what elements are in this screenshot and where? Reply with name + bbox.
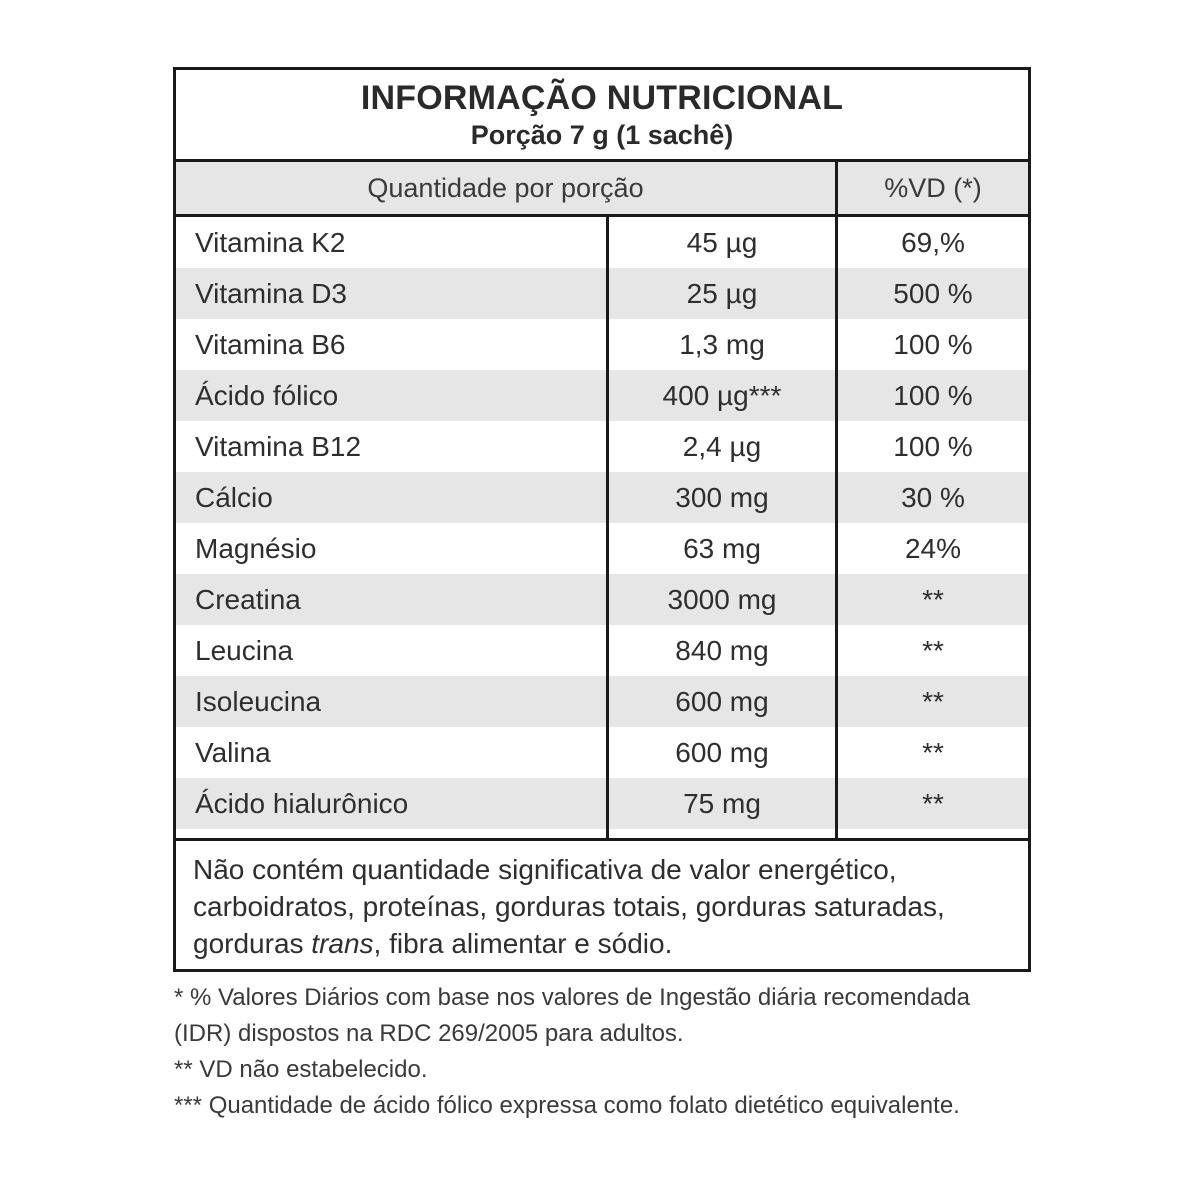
nutrient-amount: 45 µg [686, 227, 758, 258]
footnote-folic-acid: *** Quantidade de ácido fólico expressa como folato dietético equivalente. [174, 1092, 960, 1119]
table-row [176, 319, 1028, 370]
table-row [176, 676, 1028, 727]
nutrient-vd: ** [922, 788, 944, 819]
note-line: Não contém quantidade significativa de valor energético, [193, 854, 897, 885]
nutrient-amount: 300 mg [675, 482, 769, 513]
nutrient-amount: 600 mg [675, 737, 769, 768]
table-row [176, 472, 1028, 523]
nutrient-name: Vitamina B12 [195, 431, 362, 462]
table-row [176, 523, 1028, 574]
table-row [176, 268, 1028, 319]
footnote-vd-not-established: ** VD não estabelecido. [174, 1056, 428, 1083]
table-row [176, 727, 1028, 778]
note-line [193, 925, 1012, 962]
nutrient-name: Vitamina K2 [195, 227, 346, 258]
table-row [176, 625, 1028, 676]
nutrient-rows [176, 217, 1028, 829]
note-italic-trans: trans [311, 928, 374, 959]
nutrient-vd: 100 % [893, 431, 973, 462]
nutrient-amount: 75 mg [683, 788, 761, 819]
nutrient-name: Magnésio [195, 533, 317, 564]
note-text: , fibra alimentar e sódio. [373, 928, 673, 959]
nutrient-vd: ** [922, 737, 944, 768]
nutrient-name: Leucina [195, 635, 294, 666]
nutrition-facts-panel [173, 67, 1031, 972]
nutrient-name: Vitamina B6 [195, 329, 346, 360]
table-row [176, 778, 1028, 829]
table-row [176, 421, 1028, 472]
nutrient-vd: ** [922, 686, 944, 717]
nutrient-amount: 600 mg [675, 686, 769, 717]
nutrient-name: Cálcio [195, 482, 273, 513]
column-header-vd: %VD (*) [838, 162, 1028, 217]
title-block [176, 70, 1028, 162]
column-divider [606, 217, 609, 838]
nutrient-vd: 500 % [893, 278, 973, 309]
nutrient-name: Vitamina D3 [195, 278, 348, 309]
nutrient-amount: 3000 mg [667, 584, 777, 615]
nutrient-vd: 30 % [901, 482, 965, 513]
note-text: gorduras [193, 928, 312, 959]
table-row [176, 370, 1028, 421]
panel-title: INFORMAÇÃO NUTRICIONAL [360, 79, 844, 117]
footnotes [174, 980, 1034, 1124]
nutrient-name: Ácido hialurônico [195, 788, 409, 819]
column-header-quantity: Quantidade por porção [176, 162, 838, 217]
nutrient-amount: 63 mg [683, 533, 761, 564]
nutrient-vd: 100 % [893, 380, 973, 411]
nutrient-amount: 2,4 µg [682, 431, 762, 462]
footnote-vd-basis: * % Valores Diários com base nos valores de Ingestão diária recomendada [174, 984, 970, 1011]
nutrient-amount: 1,3 mg [679, 329, 765, 360]
nutrient-vd: 100 % [893, 329, 973, 360]
nutrient-vd: ** [922, 635, 944, 666]
footnote-vd-basis-cont: (IDR) dispostos na RDC 269/2005 para adultos. [174, 1020, 684, 1047]
table-row [176, 574, 1028, 625]
nutrient-amount: 840 mg [675, 635, 769, 666]
nutrient-amount: 400 µg*** [662, 380, 782, 411]
not-significant-note [176, 838, 1028, 969]
nutrient-name: Ácido fólico [195, 380, 339, 411]
nutrient-vd: 69,% [901, 227, 965, 258]
nutrient-vd: ** [922, 584, 944, 615]
serving-size: Porção 7 g (1 sachê) [470, 120, 734, 150]
column-divider [835, 217, 838, 838]
note-line: carboidratos, proteínas, gorduras totais, gorduras saturadas, [193, 891, 945, 922]
nutrient-name: Creatina [195, 584, 301, 615]
nutrient-name: Valina [195, 737, 271, 768]
nutrient-name: Isoleucina [195, 686, 322, 717]
nutrient-amount: 25 µg [686, 278, 758, 309]
table-row [176, 217, 1028, 268]
nutrient-vd: 24% [904, 533, 962, 564]
